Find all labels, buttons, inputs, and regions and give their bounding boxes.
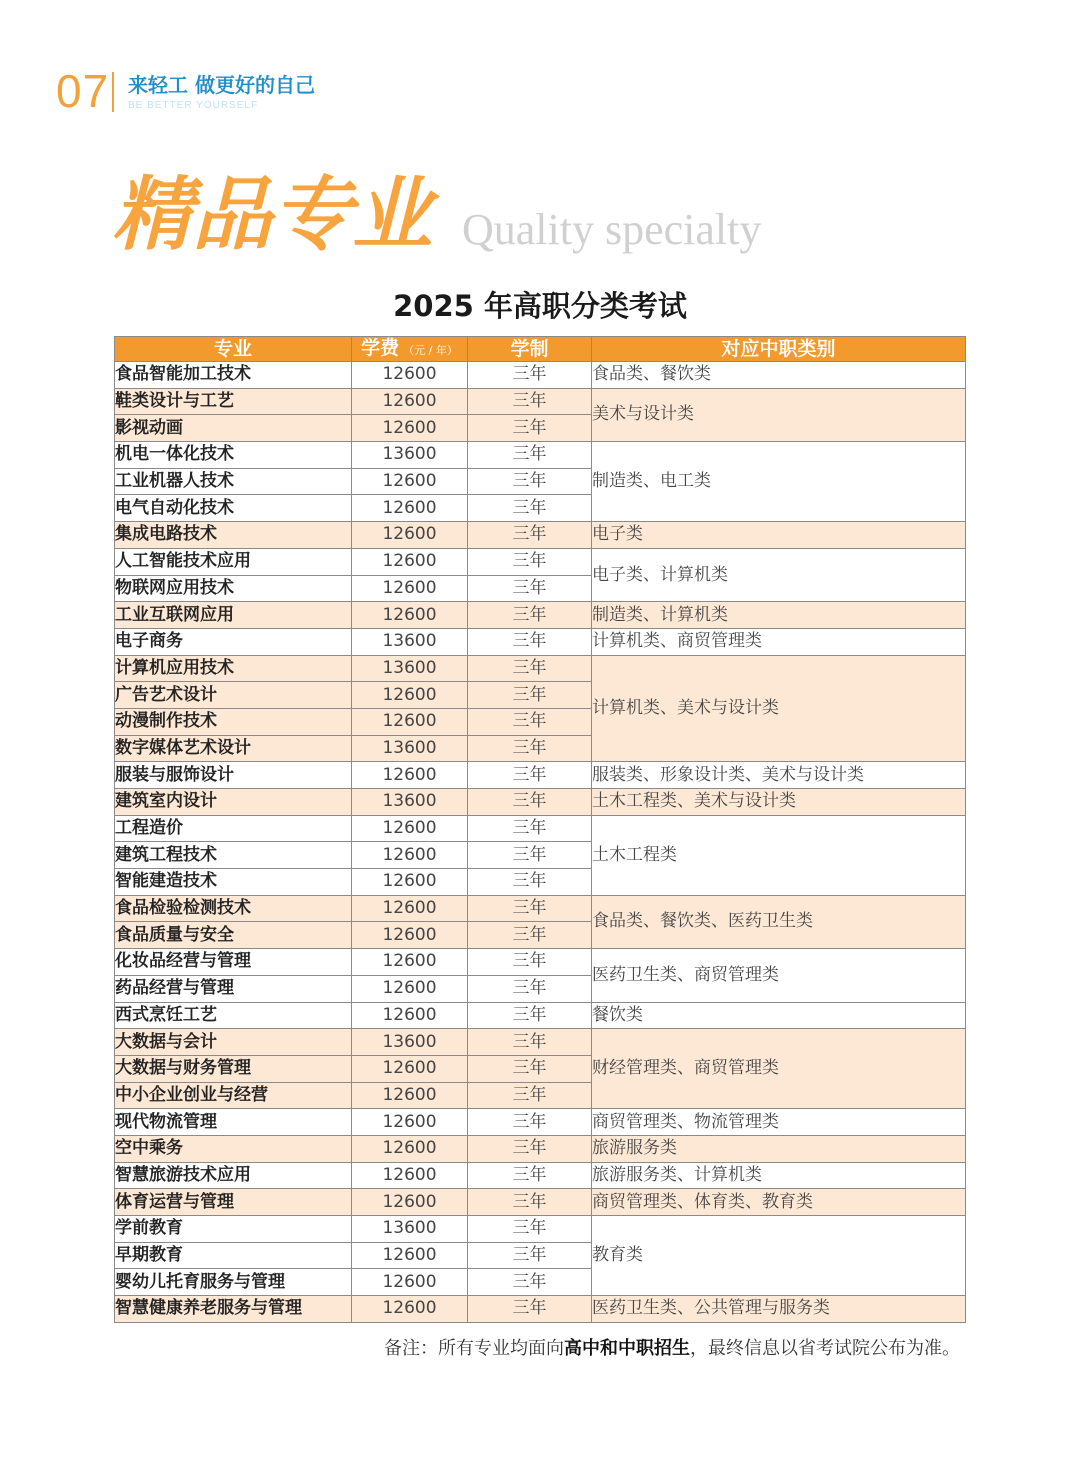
category-cell: 旅游服务类 bbox=[592, 1135, 966, 1162]
table-row bbox=[115, 762, 966, 789]
duration-cell: 三年 bbox=[468, 1029, 592, 1056]
tuition-cell: 12600 bbox=[352, 602, 468, 629]
table-row bbox=[115, 949, 966, 976]
table-row bbox=[115, 895, 966, 922]
category-cell: 计算机类、美术与设计类 bbox=[592, 655, 966, 762]
column-header-fee bbox=[352, 337, 468, 362]
duration-cell: 三年 bbox=[468, 602, 592, 629]
table-row bbox=[115, 388, 966, 415]
tuition-cell: 12600 bbox=[352, 1242, 468, 1269]
duration-cell: 三年 bbox=[468, 388, 592, 415]
major-name-cell: 中小企业创业与经营 bbox=[115, 1082, 352, 1109]
table-body bbox=[115, 362, 966, 1323]
table-row bbox=[115, 362, 966, 389]
tuition-cell: 13600 bbox=[352, 735, 468, 762]
duration-cell: 三年 bbox=[468, 869, 592, 896]
major-name-cell: 电子商务 bbox=[115, 628, 352, 655]
major-name-cell: 集成电路技术 bbox=[115, 522, 352, 549]
major-name-cell: 鞋类设计与工艺 bbox=[115, 388, 352, 415]
table-row bbox=[115, 655, 966, 682]
duration-cell: 三年 bbox=[468, 628, 592, 655]
duration-cell: 三年 bbox=[468, 1242, 592, 1269]
major-name-cell: 智慧旅游技术应用 bbox=[115, 1162, 352, 1189]
tuition-cell: 12600 bbox=[352, 975, 468, 1002]
duration-cell: 三年 bbox=[468, 1082, 592, 1109]
duration-cell: 三年 bbox=[468, 1189, 592, 1216]
table-row bbox=[115, 1135, 966, 1162]
duration-cell: 三年 bbox=[468, 1002, 592, 1029]
major-name-cell: 工业机器人技术 bbox=[115, 468, 352, 495]
major-name-cell: 化妆品经营与管理 bbox=[115, 949, 352, 976]
tuition-cell: 12600 bbox=[352, 548, 468, 575]
category-cell: 电子类、计算机类 bbox=[592, 548, 966, 601]
major-name-cell: 智慧健康养老服务与管理 bbox=[115, 1296, 352, 1323]
major-name-cell: 药品经营与管理 bbox=[115, 975, 352, 1002]
table-row bbox=[115, 1189, 966, 1216]
tuition-cell: 13600 bbox=[352, 1029, 468, 1056]
major-name-cell: 机电一体化技术 bbox=[115, 442, 352, 469]
table-subtitle: 2025 年高职分类考试 bbox=[393, 289, 687, 323]
major-name-cell: 食品质量与安全 bbox=[115, 922, 352, 949]
major-name-cell: 建筑室内设计 bbox=[115, 789, 352, 816]
category-cell: 美术与设计类 bbox=[592, 388, 966, 441]
major-name-cell: 物联网应用技术 bbox=[115, 575, 352, 602]
category-cell: 土木工程类、美术与设计类 bbox=[592, 789, 966, 816]
major-name-cell: 食品检验检测技术 bbox=[115, 895, 352, 922]
tuition-cell: 12600 bbox=[352, 468, 468, 495]
table-row bbox=[115, 1002, 966, 1029]
footnote-prefix: 备注：所有专业均面向 bbox=[384, 1338, 564, 1359]
tuition-cell: 13600 bbox=[352, 628, 468, 655]
duration-cell: 三年 bbox=[468, 708, 592, 735]
major-name-cell: 体育运营与管理 bbox=[115, 1189, 352, 1216]
duration-cell: 三年 bbox=[468, 362, 592, 389]
category-cell: 计算机类、商贸管理类 bbox=[592, 628, 966, 655]
category-cell: 旅游服务类、计算机类 bbox=[592, 1162, 966, 1189]
tuition-cell: 12600 bbox=[352, 682, 468, 709]
tuition-cell: 12600 bbox=[352, 1002, 468, 1029]
tuition-cell: 12600 bbox=[352, 1135, 468, 1162]
duration-cell: 三年 bbox=[468, 495, 592, 522]
major-name-cell: 广告艺术设计 bbox=[115, 682, 352, 709]
tuition-cell: 12600 bbox=[352, 708, 468, 735]
tuition-cell: 12600 bbox=[352, 388, 468, 415]
tuition-cell: 12600 bbox=[352, 522, 468, 549]
duration-cell: 三年 bbox=[468, 575, 592, 602]
major-name-cell: 西式烹饪工艺 bbox=[115, 1002, 352, 1029]
tuition-cell: 12600 bbox=[352, 815, 468, 842]
tuition-cell: 12600 bbox=[352, 1189, 468, 1216]
tuition-cell: 13600 bbox=[352, 1216, 468, 1243]
major-name-cell: 计算机应用技术 bbox=[115, 655, 352, 682]
fee-unit-label: （元 / 年） bbox=[403, 343, 458, 357]
duration-cell: 三年 bbox=[468, 415, 592, 442]
column-header-category: 对应中职类别 bbox=[592, 337, 966, 362]
tuition-cell: 12600 bbox=[352, 922, 468, 949]
category-cell: 服装类、形象设计类、美术与设计类 bbox=[592, 762, 966, 789]
major-name-cell: 电气自动化技术 bbox=[115, 495, 352, 522]
tuition-cell: 12600 bbox=[352, 1269, 468, 1296]
table-row bbox=[115, 1029, 966, 1056]
duration-cell: 三年 bbox=[468, 1296, 592, 1323]
major-name-cell: 学前教育 bbox=[115, 1216, 352, 1243]
major-name-cell: 建筑工程技术 bbox=[115, 842, 352, 869]
major-name-cell: 空中乘务 bbox=[115, 1135, 352, 1162]
tuition-cell: 12600 bbox=[352, 1296, 468, 1323]
footnote-suffix: ，最终信息以省考试院公布为准。 bbox=[690, 1338, 960, 1359]
major-name-cell: 大数据与会计 bbox=[115, 1029, 352, 1056]
tuition-cell: 12600 bbox=[352, 842, 468, 869]
table-row bbox=[115, 442, 966, 469]
major-name-cell: 工业互联网应用 bbox=[115, 602, 352, 629]
tuition-cell: 12600 bbox=[352, 1082, 468, 1109]
page-number: 07 bbox=[56, 65, 110, 117]
table-row bbox=[115, 815, 966, 842]
footnote bbox=[384, 1338, 960, 1360]
duration-cell: 三年 bbox=[468, 735, 592, 762]
table-row bbox=[115, 548, 966, 575]
category-cell: 电子类 bbox=[592, 522, 966, 549]
tuition-cell: 12600 bbox=[352, 949, 468, 976]
tuition-cell: 12600 bbox=[352, 1055, 468, 1082]
tuition-cell: 12600 bbox=[352, 495, 468, 522]
table-row bbox=[115, 628, 966, 655]
category-cell: 医药卫生类、公共管理与服务类 bbox=[592, 1296, 966, 1323]
duration-cell: 三年 bbox=[468, 949, 592, 976]
table-row bbox=[115, 522, 966, 549]
category-cell: 食品类、餐饮类 bbox=[592, 362, 966, 389]
slogan-english: BE BETTER YOURSELF bbox=[128, 100, 259, 111]
tuition-cell: 12600 bbox=[352, 415, 468, 442]
category-cell: 教育类 bbox=[592, 1216, 966, 1296]
duration-cell: 三年 bbox=[468, 442, 592, 469]
category-cell: 财经管理类、商贸管理类 bbox=[592, 1029, 966, 1109]
tuition-cell: 12600 bbox=[352, 895, 468, 922]
duration-cell: 三年 bbox=[468, 655, 592, 682]
duration-cell: 三年 bbox=[468, 1055, 592, 1082]
tuition-cell: 12600 bbox=[352, 762, 468, 789]
tuition-cell: 12600 bbox=[352, 575, 468, 602]
major-name-cell: 早期教育 bbox=[115, 1242, 352, 1269]
slogan: 来轻工 做更好的自己 bbox=[128, 73, 315, 97]
major-name-cell: 大数据与财务管理 bbox=[115, 1055, 352, 1082]
major-name-cell: 工程造价 bbox=[115, 815, 352, 842]
table-row bbox=[115, 1296, 966, 1323]
duration-cell: 三年 bbox=[468, 762, 592, 789]
majors-table bbox=[114, 336, 966, 1323]
table-row bbox=[115, 602, 966, 629]
major-name-cell: 婴幼儿托育服务与管理 bbox=[115, 1269, 352, 1296]
table-row bbox=[115, 1162, 966, 1189]
section-title: 精品专业 bbox=[112, 168, 432, 261]
fee-header-label: 学费 bbox=[361, 336, 400, 359]
duration-cell: 三年 bbox=[468, 522, 592, 549]
tuition-cell: 13600 bbox=[352, 789, 468, 816]
major-name-cell: 人工智能技术应用 bbox=[115, 548, 352, 575]
category-cell: 商贸管理类、物流管理类 bbox=[592, 1109, 966, 1136]
table-row bbox=[115, 1109, 966, 1136]
duration-cell: 三年 bbox=[468, 1162, 592, 1189]
tuition-cell: 13600 bbox=[352, 655, 468, 682]
table-row bbox=[115, 789, 966, 816]
table-row bbox=[115, 1216, 966, 1243]
category-cell: 餐饮类 bbox=[592, 1002, 966, 1029]
column-header-duration: 学制 bbox=[468, 337, 592, 362]
duration-cell: 三年 bbox=[468, 468, 592, 495]
major-name-cell: 数字媒体艺术设计 bbox=[115, 735, 352, 762]
duration-cell: 三年 bbox=[468, 815, 592, 842]
duration-cell: 三年 bbox=[468, 1109, 592, 1136]
header-divider bbox=[112, 72, 114, 112]
table-header-row bbox=[115, 337, 966, 362]
duration-cell: 三年 bbox=[468, 682, 592, 709]
category-cell: 土木工程类 bbox=[592, 815, 966, 895]
duration-cell: 三年 bbox=[468, 1216, 592, 1243]
duration-cell: 三年 bbox=[468, 975, 592, 1002]
major-name-cell: 影视动画 bbox=[115, 415, 352, 442]
tuition-cell: 12600 bbox=[352, 1109, 468, 1136]
duration-cell: 三年 bbox=[468, 1135, 592, 1162]
category-cell: 医药卫生类、商贸管理类 bbox=[592, 949, 966, 1002]
major-name-cell: 动漫制作技术 bbox=[115, 708, 352, 735]
tuition-cell: 13600 bbox=[352, 442, 468, 469]
duration-cell: 三年 bbox=[468, 1269, 592, 1296]
duration-cell: 三年 bbox=[468, 842, 592, 869]
tuition-cell: 12600 bbox=[352, 362, 468, 389]
duration-cell: 三年 bbox=[468, 548, 592, 575]
tuition-cell: 12600 bbox=[352, 869, 468, 896]
major-name-cell: 智能建造技术 bbox=[115, 869, 352, 896]
major-name-cell: 食品智能加工技术 bbox=[115, 362, 352, 389]
major-name-cell: 现代物流管理 bbox=[115, 1109, 352, 1136]
major-name-cell: 服装与服饰设计 bbox=[115, 762, 352, 789]
duration-cell: 三年 bbox=[468, 922, 592, 949]
category-cell: 制造类、计算机类 bbox=[592, 602, 966, 629]
category-cell: 食品类、餐饮类、医药卫生类 bbox=[592, 895, 966, 948]
column-header-major: 专业 bbox=[115, 337, 352, 362]
category-cell: 制造类、电工类 bbox=[592, 442, 966, 522]
footnote-bold: 高中和中职招生 bbox=[564, 1338, 690, 1359]
tuition-cell: 12600 bbox=[352, 1162, 468, 1189]
category-cell: 商贸管理类、体育类、教育类 bbox=[592, 1189, 966, 1216]
duration-cell: 三年 bbox=[468, 789, 592, 816]
duration-cell: 三年 bbox=[468, 895, 592, 922]
section-title-english: Quality specialty bbox=[462, 205, 762, 254]
